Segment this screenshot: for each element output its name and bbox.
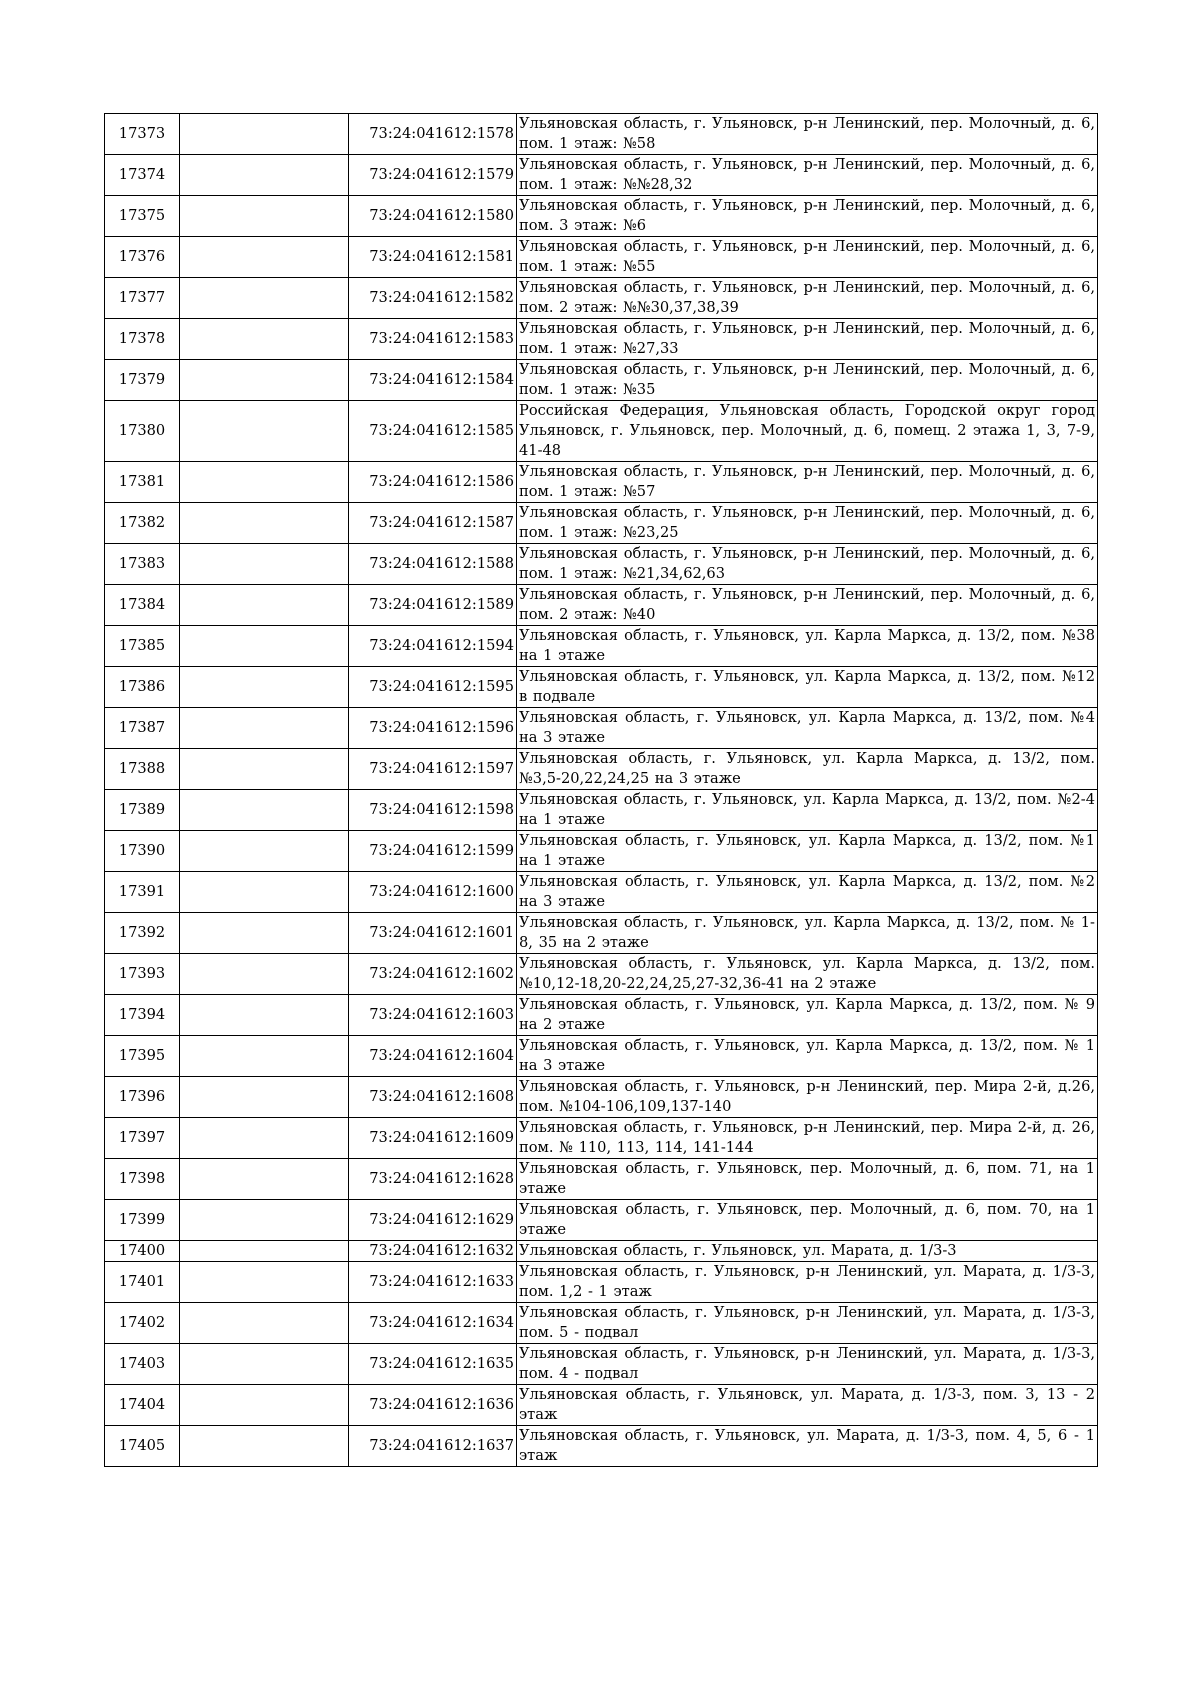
table-row	[105, 872, 1098, 913]
row-number-cell: 17405	[105, 1426, 180, 1467]
owner-cell	[180, 155, 349, 196]
property-registry-table	[104, 113, 1098, 1467]
row-number-cell: 17388	[105, 749, 180, 790]
address-cell: Ульяновская область, г. Ульяновск, р-н Ленинский, пер. Молочный, д. 6, пом. 1 этаж: №58	[517, 114, 1098, 155]
cadastral-number-cell: 73:24:041612:1636	[349, 1385, 517, 1426]
row-number-cell: 17387	[105, 708, 180, 749]
row-number-cell: 17389	[105, 790, 180, 831]
row-number-cell: 17376	[105, 237, 180, 278]
owner-cell	[180, 544, 349, 585]
cadastral-number-cell: 73:24:041612:1608	[349, 1077, 517, 1118]
owner-cell	[180, 1426, 349, 1467]
cadastral-number-cell: 73:24:041612:1594	[349, 626, 517, 667]
registry-body	[105, 114, 1098, 1467]
cadastral-number-cell: 73:24:041612:1632	[349, 1241, 517, 1262]
owner-cell	[180, 1077, 349, 1118]
row-number-cell: 17375	[105, 196, 180, 237]
table-row	[105, 278, 1098, 319]
cadastral-number-cell: 73:24:041612:1637	[349, 1426, 517, 1467]
owner-cell	[180, 1200, 349, 1241]
address-cell: Ульяновская область, г. Ульяновск, р-н Ленинский, пер. Молочный, д. 6, пом. 2 этаж: №40	[517, 585, 1098, 626]
table-row	[105, 831, 1098, 872]
table-row	[105, 544, 1098, 585]
owner-cell	[180, 462, 349, 503]
owner-cell	[180, 1241, 349, 1262]
table-row	[105, 1241, 1098, 1262]
address-cell: Ульяновская область, г. Ульяновск, ул. Карла Маркса, д. 13/2, пом. №4 на 3 этаже	[517, 708, 1098, 749]
row-number-cell: 17382	[105, 503, 180, 544]
row-number-cell: 17374	[105, 155, 180, 196]
owner-cell	[180, 790, 349, 831]
owner-cell	[180, 872, 349, 913]
table-row	[105, 708, 1098, 749]
table-row	[105, 954, 1098, 995]
row-number-cell: 17397	[105, 1118, 180, 1159]
table-row	[105, 462, 1098, 503]
cadastral-number-cell: 73:24:041612:1604	[349, 1036, 517, 1077]
table-row	[105, 401, 1098, 462]
row-number-cell: 17381	[105, 462, 180, 503]
owner-cell	[180, 1303, 349, 1344]
address-cell: Ульяновская область, г. Ульяновск, р-н Ленинский, пер. Молочный, д. 6, пом. 1 этаж: №№28,32	[517, 155, 1098, 196]
table-row	[105, 749, 1098, 790]
table-row	[105, 1385, 1098, 1426]
cadastral-number-cell: 73:24:041612:1597	[349, 749, 517, 790]
cadastral-number-cell: 73:24:041612:1582	[349, 278, 517, 319]
owner-cell	[180, 749, 349, 790]
address-cell: Ульяновская область, г. Ульяновск, ул. Карла Маркса, д. 13/2, пом. №2 на 3 этаже	[517, 872, 1098, 913]
table-row	[105, 319, 1098, 360]
table-row	[105, 360, 1098, 401]
address-cell: Российская Федерация, Ульяновская область, Городской округ город Ульяновск, г. Ульяновск, пер. Молочный, д. 6, помещ. 2 этажа 1, 3, 7-9, 41-48	[517, 401, 1098, 462]
cadastral-number-cell: 73:24:041612:1599	[349, 831, 517, 872]
owner-cell	[180, 708, 349, 749]
row-number-cell: 17380	[105, 401, 180, 462]
cadastral-number-cell: 73:24:041612:1601	[349, 913, 517, 954]
owner-cell	[180, 1262, 349, 1303]
row-number-cell: 17396	[105, 1077, 180, 1118]
table-row	[105, 1426, 1098, 1467]
cadastral-number-cell: 73:24:041612:1598	[349, 790, 517, 831]
row-number-cell: 17384	[105, 585, 180, 626]
table-row	[105, 1118, 1098, 1159]
owner-cell	[180, 667, 349, 708]
row-number-cell: 17378	[105, 319, 180, 360]
row-number-cell: 17386	[105, 667, 180, 708]
table-row	[105, 1200, 1098, 1241]
cadastral-number-cell: 73:24:041612:1602	[349, 954, 517, 995]
table-row	[105, 790, 1098, 831]
owner-cell	[180, 1118, 349, 1159]
address-cell: Ульяновская область, г. Ульяновск, ул. Карла Маркса, д. 13/2, пом. № 1 на 3 этаже	[517, 1036, 1098, 1077]
row-number-cell: 17393	[105, 954, 180, 995]
cadastral-number-cell: 73:24:041612:1583	[349, 319, 517, 360]
owner-cell	[180, 360, 349, 401]
cadastral-number-cell: 73:24:041612:1603	[349, 995, 517, 1036]
table-row	[105, 1159, 1098, 1200]
address-cell: Ульяновская область, г. Ульяновск, р-н Ленинский, ул. Марата, д. 1/3-3, пом. 5 - подвал	[517, 1303, 1098, 1344]
cadastral-number-cell: 73:24:041612:1581	[349, 237, 517, 278]
owner-cell	[180, 1159, 349, 1200]
table-row	[105, 1262, 1098, 1303]
address-cell: Ульяновская область, г. Ульяновск, ул. Марата, д. 1/3-3	[517, 1241, 1098, 1262]
cadastral-number-cell: 73:24:041612:1634	[349, 1303, 517, 1344]
cadastral-number-cell: 73:24:041612:1628	[349, 1159, 517, 1200]
row-number-cell: 17377	[105, 278, 180, 319]
owner-cell	[180, 401, 349, 462]
row-number-cell: 17391	[105, 872, 180, 913]
address-cell: Ульяновская область, г. Ульяновск, ул. Карла Маркса, д. 13/2, пом. №2-4 на 1 этаже	[517, 790, 1098, 831]
owner-cell	[180, 237, 349, 278]
table-row	[105, 626, 1098, 667]
address-cell: Ульяновская область, г. Ульяновск, ул. Карла Маркса, д. 13/2, пом. № 1-8, 35 на 2 этаже	[517, 913, 1098, 954]
address-cell: Ульяновская область, г. Ульяновск, р-н Ленинский, пер. Молочный, д. 6, пом. 1 этаж: №23,25	[517, 503, 1098, 544]
cadastral-number-cell: 73:24:041612:1578	[349, 114, 517, 155]
table-row	[105, 995, 1098, 1036]
cadastral-number-cell: 73:24:041612:1579	[349, 155, 517, 196]
table-row	[105, 667, 1098, 708]
address-cell: Ульяновская область, г. Ульяновск, р-н Ленинский, пер. Мира 2-й, д.26, пом. №104-106,109,137-140	[517, 1077, 1098, 1118]
table-row	[105, 1036, 1098, 1077]
cadastral-number-cell: 73:24:041612:1635	[349, 1344, 517, 1385]
address-cell: Ульяновская область, г. Ульяновск, р-н Ленинский, пер. Молочный, д. 6, пом. 2 этаж: №№30,37,38,39	[517, 278, 1098, 319]
cadastral-number-cell: 73:24:041612:1600	[349, 872, 517, 913]
cadastral-number-cell: 73:24:041612:1633	[349, 1262, 517, 1303]
address-cell: Ульяновская область, г. Ульяновск, пер. Молочный, д. 6, пом. 70, на 1 этаже	[517, 1200, 1098, 1241]
cadastral-number-cell: 73:24:041612:1580	[349, 196, 517, 237]
table-row	[105, 1303, 1098, 1344]
row-number-cell: 17383	[105, 544, 180, 585]
row-number-cell: 17395	[105, 1036, 180, 1077]
cadastral-number-cell: 73:24:041612:1588	[349, 544, 517, 585]
cadastral-number-cell: 73:24:041612:1609	[349, 1118, 517, 1159]
owner-cell	[180, 503, 349, 544]
owner-cell	[180, 626, 349, 667]
row-number-cell: 17394	[105, 995, 180, 1036]
row-number-cell: 17403	[105, 1344, 180, 1385]
owner-cell	[180, 954, 349, 995]
address-cell: Ульяновская область, г. Ульяновск, р-н Ленинский, пер. Молочный, д. 6, пом. 1 этаж: №21,34,62,63	[517, 544, 1098, 585]
cadastral-number-cell: 73:24:041612:1595	[349, 667, 517, 708]
row-number-cell: 17398	[105, 1159, 180, 1200]
row-number-cell: 17373	[105, 114, 180, 155]
owner-cell	[180, 995, 349, 1036]
address-cell: Ульяновская область, г. Ульяновск, ул. Карла Маркса, д. 13/2, пом. №10,12-18,20-22,24,25,27-32,36-41 на 2 этаже	[517, 954, 1098, 995]
table-row	[105, 1344, 1098, 1385]
row-number-cell: 17402	[105, 1303, 180, 1344]
address-cell: Ульяновская область, г. Ульяновск, ул. Марата, д. 1/3-3, пом. 3, 13 - 2 этаж	[517, 1385, 1098, 1426]
address-cell: Ульяновская область, г. Ульяновск, р-н Ленинский, пер. Молочный, д. 6, пом. 1 этаж: №27,33	[517, 319, 1098, 360]
row-number-cell: 17390	[105, 831, 180, 872]
address-cell: Ульяновская область, г. Ульяновск, ул. Карла Маркса, д. 13/2, пом. №1 на 1 этаже	[517, 831, 1098, 872]
cadastral-number-cell: 73:24:041612:1585	[349, 401, 517, 462]
cadastral-number-cell: 73:24:041612:1629	[349, 1200, 517, 1241]
cadastral-number-cell: 73:24:041612:1589	[349, 585, 517, 626]
owner-cell	[180, 114, 349, 155]
table-row	[105, 114, 1098, 155]
row-number-cell: 17379	[105, 360, 180, 401]
address-cell: Ульяновская область, г. Ульяновск, пер. Молочный, д. 6, пом. 71, на 1 этаже	[517, 1159, 1098, 1200]
address-cell: Ульяновская область, г. Ульяновск, р-н Ленинский, пер. Молочный, д. 6, пом. 1 этаж: №57	[517, 462, 1098, 503]
owner-cell	[180, 196, 349, 237]
address-cell: Ульяновская область, г. Ульяновск, р-н Ленинский, пер. Молочный, д. 6, пом. 1 этаж: №35	[517, 360, 1098, 401]
address-cell: Ульяновская область, г. Ульяновск, ул. Карла Маркса, д. 13/2, пом. №3,5-20,22,24,25 на 3 этаже	[517, 749, 1098, 790]
address-cell: Ульяновская область, г. Ульяновск, р-н Ленинский, пер. Молочный, д. 6, пом. 3 этаж: №6	[517, 196, 1098, 237]
row-number-cell: 17400	[105, 1241, 180, 1262]
owner-cell	[180, 319, 349, 360]
owner-cell	[180, 585, 349, 626]
cadastral-number-cell: 73:24:041612:1587	[349, 503, 517, 544]
cadastral-number-cell: 73:24:041612:1584	[349, 360, 517, 401]
address-cell: Ульяновская область, г. Ульяновск, р-н Ленинский, пер. Мира 2-й, д. 26, пом. № 110, 113, 114, 141-144	[517, 1118, 1098, 1159]
row-number-cell: 17401	[105, 1262, 180, 1303]
cadastral-number-cell: 73:24:041612:1586	[349, 462, 517, 503]
table-row	[105, 503, 1098, 544]
owner-cell	[180, 831, 349, 872]
owner-cell	[180, 278, 349, 319]
address-cell: Ульяновская область, г. Ульяновск, ул. Карла Маркса, д. 13/2, пом. № 9 на 2 этаже	[517, 995, 1098, 1036]
row-number-cell: 17385	[105, 626, 180, 667]
owner-cell	[180, 1344, 349, 1385]
row-number-cell: 17404	[105, 1385, 180, 1426]
table-row	[105, 155, 1098, 196]
address-cell: Ульяновская область, г. Ульяновск, р-н Ленинский, ул. Марата, д. 1/3-3, пом. 4 - подвал	[517, 1344, 1098, 1385]
row-number-cell: 17392	[105, 913, 180, 954]
row-number-cell: 17399	[105, 1200, 180, 1241]
owner-cell	[180, 913, 349, 954]
table-row	[105, 237, 1098, 278]
cadastral-number-cell: 73:24:041612:1596	[349, 708, 517, 749]
address-cell: Ульяновская область, г. Ульяновск, р-н Ленинский, пер. Молочный, д. 6, пом. 1 этаж: №55	[517, 237, 1098, 278]
table-row	[105, 1077, 1098, 1118]
owner-cell	[180, 1385, 349, 1426]
table-row	[105, 585, 1098, 626]
table-row	[105, 913, 1098, 954]
address-cell: Ульяновская область, г. Ульяновск, ул. Карла Маркса, д. 13/2, пом. №38 на 1 этаже	[517, 626, 1098, 667]
owner-cell	[180, 1036, 349, 1077]
address-cell: Ульяновская область, г. Ульяновск, ул. Марата, д. 1/3-3, пом. 4, 5, 6 - 1 этаж	[517, 1426, 1098, 1467]
address-cell: Ульяновская область, г. Ульяновск, р-н Ленинский, ул. Марата, д. 1/3-3, пом. 1,2 - 1 этаж	[517, 1262, 1098, 1303]
table-row	[105, 196, 1098, 237]
address-cell: Ульяновская область, г. Ульяновск, ул. Карла Маркса, д. 13/2, пом. №12 в подвале	[517, 667, 1098, 708]
